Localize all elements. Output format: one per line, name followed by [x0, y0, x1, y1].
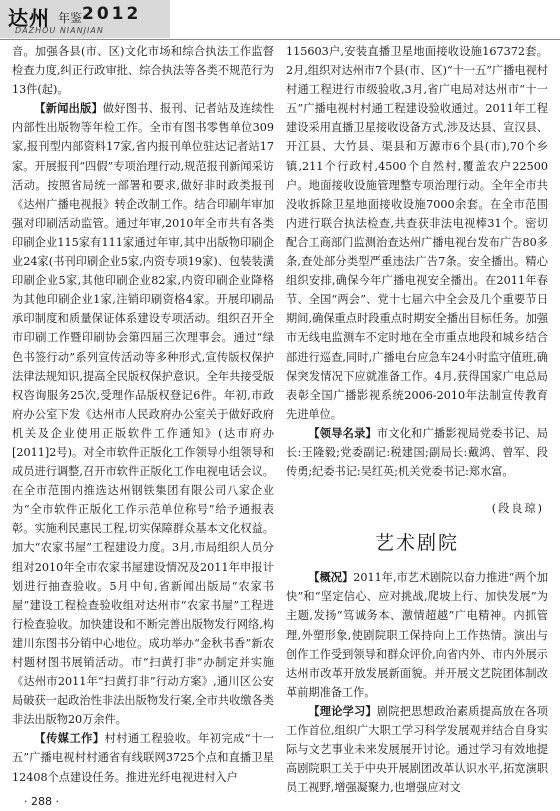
section-title: 艺术剧院 — [374, 532, 459, 555]
page-header — [0, 0, 560, 40]
paragraph-text: 115603户,安装直播卫星地面接收设施167372套。2月,组织对达州市7个县(市、区)“十一五”广播电视村村通工程进行市级验收,3月,省广电局对达州市“十一五”广播电视村村通工程建设验收通过。2011年工程建设采用直播卫星接收设备方式,涉及达县、宣汉县、开江县、大竹县、渠县和万源市6个县(市),70个乡镇,211个行政村,4500个自然村,覆盖农户22500户。地面接收设施管理整专项治理行动。全年全市共没收拆除卫星地面接收设施7000余套。在全市范围内进行联合执法检查,共查获非法电视棒31个。密切配合工商部门监测治查达州广播电视台发布广告80多条,查处部分类型严重违法广告7条。安全播出。精心组织安排,确保今年广播电视安全播出。在2011年春节、全国“两会”、党十七届六中全会及几个重要节日期间,确保重点时段重点时期安全播出目标任务。加强市无线电监测车不定时地在全市重点地段和城乡结合部进行巡查,同时,广播电台应急车24小时监守值班,确保突发情况下应就准备工作。4月,获得国家广电总局表彰全国广播影视系统2006-2010年法制宣传教育先进单位。 — [286, 45, 548, 421]
yearbook-label: 年鉴 — [58, 11, 83, 25]
paragraph-tag: 【新闻出版】 — [34, 102, 103, 116]
paragraph-intro — [12, 42, 274, 99]
yearbook-brand: 达州 — [8, 6, 50, 30]
page-number: · 288 · — [24, 795, 59, 808]
paragraph-overview — [286, 568, 548, 702]
paragraph-text: 音。加强各县(市、区)文化市场和综合执法工作监督检查力度,纠正行政审批、综合执法等各类不规范行为13件(起)。 — [12, 45, 274, 97]
left-column — [12, 42, 274, 787]
paragraph-text: 剧院把思想政治素质提高放在各项工作首位,组织广大职工学习科学发展观并结合自身实际与文艺事业未来发展展开讨论。通过学习有效地提高剧院职工关于中央开展剧团改革认识水平,拓宽演职员工视野,增强凝聚力,也增强应对文 — [286, 704, 548, 795]
paragraph-news-publishing — [12, 99, 274, 729]
yearbook-pinyin: DAZHOU NIANJIAN — [15, 26, 104, 35]
paragraph-theory-study — [286, 702, 548, 797]
paragraph-tag: 【理论学习】 — [308, 704, 377, 718]
paragraph-media-work — [12, 729, 274, 786]
paragraph-text: 村村通工程验收。年初完成“十一五”广播电视村村通省有线联网3725个点和直播卫星12408个点建设任务。推进光纤电视进村入户 — [12, 732, 274, 784]
paragraph-text: 市文化和广播影视局党委书记、局长:王隆毅;党委副记:税建国;副局长:戴鸿、曾军、段传勇;纪委书记:吴红英;机关党委书记:郑水富。 — [286, 426, 548, 479]
header-rule — [0, 39, 560, 40]
paragraph-tag: 【传媒工作】 — [34, 732, 105, 746]
paragraph-leadership — [286, 424, 548, 481]
right-column — [286, 42, 548, 797]
paragraph-media-continued — [286, 42, 548, 424]
paragraph-tag: 【概况】 — [308, 571, 354, 585]
yearbook-year: 2012 — [82, 4, 142, 24]
paragraph-tag: 【领导名录】 — [308, 426, 377, 440]
paragraph-text: 2011年,市艺术剧院以奋力推进“两个加快”和“坚定信心、应对挑战,爬坡上行、加快发展”为主题,发扬“笃诚务本、激情超越”广电精神。内抓管理,外塑形象,使剧院职工保持向上工作热情。演出与创作工作受到领导和群众评价,向省内外、市内外展示达州市改革开放发展新面貌。并开展文艺院团体制改革前期准备工作。 — [286, 571, 548, 699]
author-signature: (段良琼) — [491, 502, 544, 516]
paragraph-text: 做好图书、报刊、记者站及连续性内部性出版物等年检工作。全市有图书零售单位309家,报刊型内部资料17家,省内报刊单位驻达记者站17家。开展报刊“四假”专项治理行动,规范报刊新闻采访活动。按照省局统一部署和要求,做好非时政类报刊《达州广播电视报》转企改制工作。结合印刷年审加强对印刷活动监管。通过年审,2010年全市共有各类印刷企业115家有111家通过年审,其中出版物印刷企业24家(书刊印刷企业5家,内资专项19家)、包装装潢印刷企业5家,其他印刷企业82家,内资印刷企业降格为其他印刷企业1家,注销印刷资格4家。开展印刷品承印制度和质量保证体系建设专项活动。组织召开全市印刷工作暨印刷协会第四届三次理事会。通过“绿色书签行动”系列宣传活动等多种形式,宣传版权保护法律法规知识,提高全民版权保护意识。全年共接受版权咨询服务25次,受理作品版权登记6件。年初,市政府办公室下发《达州市人民政府办公室关于做好政府机关及企业使用正版软件工作通知》(达市府办[2011]2号)。对全市软件正版化工作领导小组领导和成员进行调整,召开市软件正版化工作电视电话会议。在全市范围内推选达州钢铁集团有限公司八家企业为“全市软件正版化工作示范单位称号”给予通报表彰。实施利民惠民工程,切实保障群众基本文化权益。加大“农家书屋”工程建设力度。3月,市局组织人员分组对2010年全市农家书屋建设情况及2011年申报计划进行抽查验收。5月中旬,省新闻出版局“农家书屋”建设工程检查验收组对达州市“农家书屋”工程进行检查验收。加快建设和不断完善出版物发行网络,构建川东图书分销中心地位。成功举办“金秋书香”新农村题材图书展销活动。市“扫黄打非”办制定并实施《达州市2011年“扫黄打非”行动方案》,通川区公安局破获一起政治性非法出版物发行案,全市共收缴各类非法出版物20万余件。 — [12, 102, 274, 727]
